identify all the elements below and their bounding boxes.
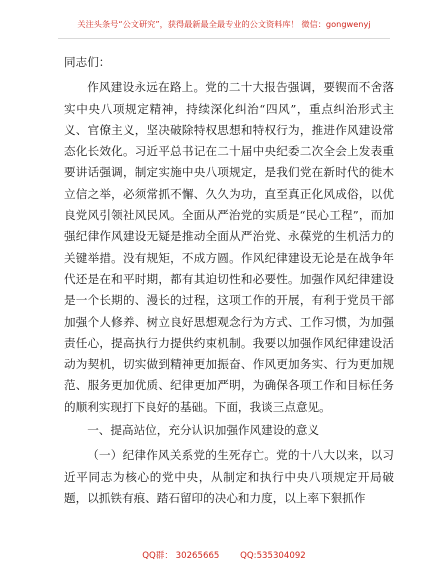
- header-divider: [58, 38, 390, 39]
- paragraph-intro: 作风建设永远在路上。党的二十大报告强调，要锲而不舍落实中央八项规定精神，持续深化纠治“四风”，重点纠治形式主义、官僚主义，坚决破除特权思想和特权行为，推进作风建设常态化长效化。习近平总书记在二十届中央纪委二次全会上发表重要讲话强调，制定实施中央八项规定，是我们党在新时代的徙木立信之举，必须常抓不懈、久久为功，直至真正化风成俗，以优良党风引领社风民风。全面从严治党的实质是“民心工程”，而加强纪律作风建设无疑是推动全面从严治党、永葆党的生机活力的关键举措。没有规矩，不成方圆。作风纪律建设无论是在战争年代还是在和平时期，都有其迫切性和必要性。加强作风纪律建设是一个长期的、漫长的过程，这项工作的开展，有利于党员干部加强个人修养、树立良好思想观念行为方式、工作习惯，为加强责任心，提高执行力提供约束机制。我要以加强作风纪律建设活动为契机，切实做到精神更加振奋、作风更加务实、行为更加规范、服务更加优质、纪律更加严明，为确保各项工作和目标任务的顺利实现打下良好的基础。下面，我谈三点意见。: [64, 80, 394, 414]
- document-body: [64, 52, 394, 509]
- paragraph-section-1: （一）纪律作风关系党的生死存亡。党的十八大以来，以习近平同志为核心的党中央，从制定和执行中央八项规定开局破题，以抓铁有痕、踏石留印的决心和力度，以上率下狠抓作: [64, 448, 394, 505]
- greeting: 同志们：: [64, 55, 111, 69]
- footer-contact: [0, 549, 448, 561]
- footer-qq-group: QQ群： 30265665: [142, 551, 220, 561]
- section-heading-1: 一、提高站位，充分认识加强作风建设的意义: [87, 423, 320, 438]
- footer-qq: QQ:535304092: [240, 551, 306, 561]
- header-notice: 关注头条号“公文研究”，获得最新最全最专业的公文资料库！ 微信：gongwenyj: [77, 19, 371, 29]
